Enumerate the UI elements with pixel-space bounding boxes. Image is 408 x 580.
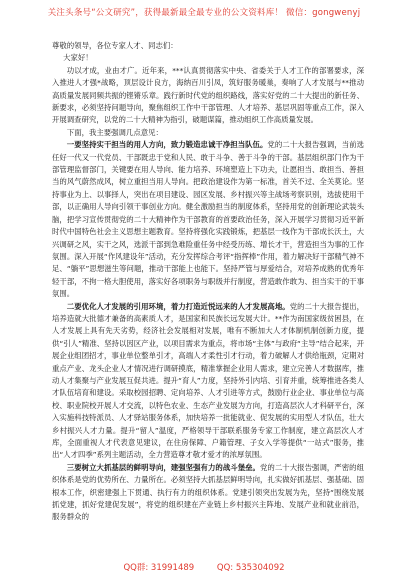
section-2-heading: 二要优化人才发展的引用环境，着力打造近悦远来的人才发展高地。 — [66, 301, 290, 311]
section-3-heading: 三要树立大抓基层的鲜明导向，建强坚强有力的战斗堡垒。 — [66, 462, 260, 472]
greeting-hello: 大家好！ — [63, 53, 93, 63]
footer-qq-group: QQ群: 31991489 — [123, 563, 195, 573]
section-2-paragraph — [52, 301, 364, 462]
greeting-line: 尊敬的领导，各位专家人才、同志们： — [52, 41, 178, 50]
intro-paragraph: 功以才成，业由才广。近年来，***认真贯彻落实中央、省委关于人才工作的部署要求，深入推进人才强*战略，顶层设计良方，海纳百川引凤，筑好服务暖巢，奏响了人才发展与**推动高质量发展同频共振的铿锵乐章。践行新时代党的组织路线，落实好党的二十大提出的新任务、新要求，必须坚持问题导向，聚焦组织工作中干部管理、人才培养、基层巩固等重点工作，深入开展调查研究，以党的二十大精神为指引，破题谋篇，推动组织工作高质量发展。 — [52, 65, 364, 125]
section-1-body: 党的二十大报告强调，当前选任好一代又一代党员、干部既忠于党和人民、敢于斗争、善于斗争的干部。基层组织部门作为干部管理监督部门，关键要在用人导向、能力培养、环境塑造上下功夫，让愿担当、敢担当、善担当的风气蔚然成风，树立重担当用人导向。把政治建设作为第一标准，首关不过、全关莫论。坚持事业为上、以事择人，突出在项目建设、园区发展、乡村振兴等主战场考察识别，选拔使用干部，以正确用人导向引领干事创业方向。健全激励担当的制度体系，坚持用党的创新理论武装头脑，把学习宣传贯彻党的二十大精神作为干部教育的首要政治任务，深入开展学习贯彻习近平新时代中国特色社会主义思想主题教育。坚持将强化实践锻炼，把基层一线作为干部成长沃土，大兴调研之风，实干之风，选派干部到急难险重任务中经受历练、增长才干，营造担当为事的工作氛围。深入开展“作风建设年”活动，充分发挥综合考评“指挥棒”作用，着力解决好干部精气神不足、“躺平”思想滋生等问题，推动干部能上也能下。坚持严管与厚爱结合，对培养成熟的优秀年轻干部，不拘一格大胆使用，落实好各项职务与职级并行制度，营造敢作敢为、担当实干的干事氛围。 — [52, 140, 364, 299]
transition-paragraph: 下面，我主要强调几点意见： — [66, 127, 163, 137]
document-body — [52, 40, 364, 524]
section-1-paragraph — [52, 139, 364, 300]
section-2-body: 党的二十大报告提出，培养造就大批德才兼备的高素质人才，是国家和民族长远发展大计。**作为南国家级贫困县，在人才发展上具有先天劣势，经济社会发展相对发展，唯有不断加大人才体制机制创新力度，提供“引人”精准、坚持以因区产业，以项目需求为重点，将市场“主体”与政府“主导”结合起来，开展企业组团招才，事业单位整单引才，高端人才柔性引才行动，着力破解人才供给瓶颈，定期对重点产业、龙头企业人才情况进行调研摸底，精准掌握企业用人需求，建立完善人才数据库，推动人才集聚与产业发展互促共进。提升“育人”力度，坚持外引内培、引育并重，统筹推进各类人才队伍培育和建设。采取校园招聘、定向培养、人才引进等方式，鼓励行业企业、事业单位与高校、职业院校开展人才交流，以特色农业、生态产业发展为方向，打造高层次人才科研平台，深入实施科技特派员、人才驿站服务体系，加快培养一批能就业、促发展的实用型人才队伍，壮大乡村振兴人才力量。提升“留人”温度，严格领导干部联系服务专家工作制度，建立高层次人才库，全面重视人才代表意见建议，在住房保障、户籍管理、子女入学等提供“一站式”服务，推出“人才四季”系列主题活动，全力营造尊才敬才爱才的浓厚氛围。 — [52, 301, 364, 460]
footer-qq: QQ: 535304092 — [216, 563, 285, 573]
section-3-body: 党的二十大报告强调，严密的组织体系是党的优势所在、力量所在。必须坚持大抓基层鲜明导向，扎实做好抓基层、强基础、固根本工作，织密建强上下贯通、执行有力的组织体系。党建引领突出发展为先，坚持“围绕发展抓党建，抓好党建促发展”，将党的组织建在产业链上乡村振兴主阵地、发展产业和就业前沿，服务群众的 — [52, 462, 364, 522]
footer-contact — [0, 561, 408, 573]
header-banner: 关注头条号“公文研究”，获得最新最全最专业的公文资料库！ 微信：gongwenyj — [47, 8, 361, 18]
section-1-heading: 一要坚持实干担当的用人方向，致力锻造忠诚干净担当队伍。 — [66, 140, 268, 150]
section-3-paragraph — [52, 462, 364, 524]
